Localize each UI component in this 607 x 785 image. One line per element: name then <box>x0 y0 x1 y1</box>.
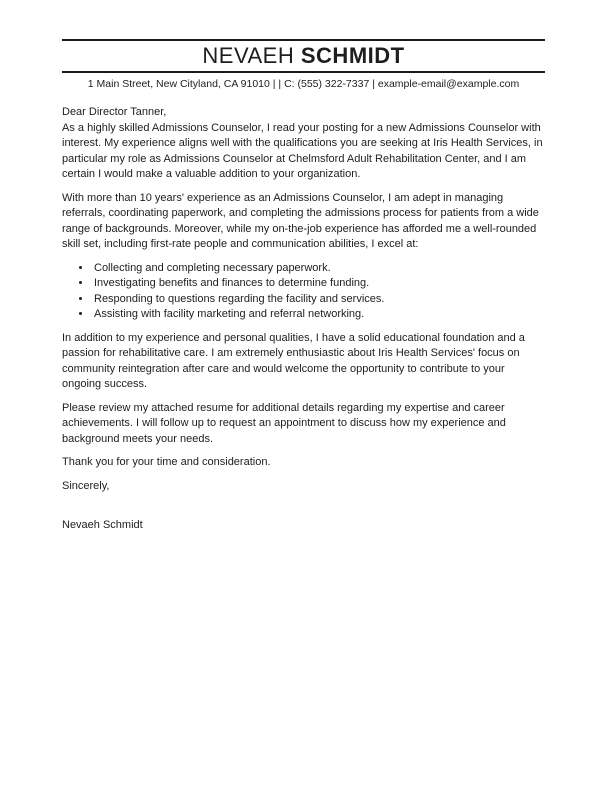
paragraph-experience: With more than 10 years' experience as an Admissions Counselor, I am adept in managing referrals, coordinating paperwork, and completing the admissions process for patients from a wide range of backgrounds. Moreover, while my on-the-job experience has afforded me a well-rounded skill set, including first-rate people and communication abilities, I excel at: <box>62 191 539 250</box>
letterhead <box>62 39 545 73</box>
applicant-last-name: SCHMIDT <box>300 43 405 68</box>
paragraph-intro: As a highly skilled Admissions Counselor, I read your posting for a new Admissions Counselor with interest. My experience aligns well with the qualifications you are seeking at Iris Health Services, in particular my role as Admissions Counselor at Chelmsford Adult Rehabilitation Center, and I am certain I would make a valuable addition to your organization. <box>62 121 543 180</box>
closing-line: Sincerely, <box>62 479 110 492</box>
applicant-first-name: NEVAEH <box>202 43 295 68</box>
page-title <box>62 41 545 71</box>
thank-you-line: Thank you for your time and consideration. <box>62 456 271 468</box>
list-item: • Responding to questions regarding the facility and services. <box>92 292 545 308</box>
salutation: Dear Director Tanner, <box>62 106 167 118</box>
paragraph-resume: Please review my attached resume for additional details regarding my expertise and career achievements. I will follow up to request an appointment to discuss how my experience and background meets your needs. <box>62 401 506 445</box>
paragraph-education: In addition to my experience and personal qualities, I have a solid educational foundation and a passion for rehabilitative care. I am extremely enthusiastic about Iris Health Services' focus on community reintegration after care and would welcome the opportunity to contribute to your ongoing success. <box>62 331 525 390</box>
skills-list <box>62 261 545 323</box>
list-item: • Investigating benefits and finances to determine funding. <box>92 276 545 292</box>
list-item: • Assisting with facility marketing and referral networking. <box>92 307 545 323</box>
list-item: • Collecting and completing necessary paperwork. <box>92 261 545 277</box>
signature-name: Nevaeh Schmidt <box>62 519 143 531</box>
contact-line: 1 Main Street, New Cityland, CA 91010 | | C: (555) 322-7337 | example-email@example.com <box>87 78 520 90</box>
letter-body <box>62 105 545 534</box>
